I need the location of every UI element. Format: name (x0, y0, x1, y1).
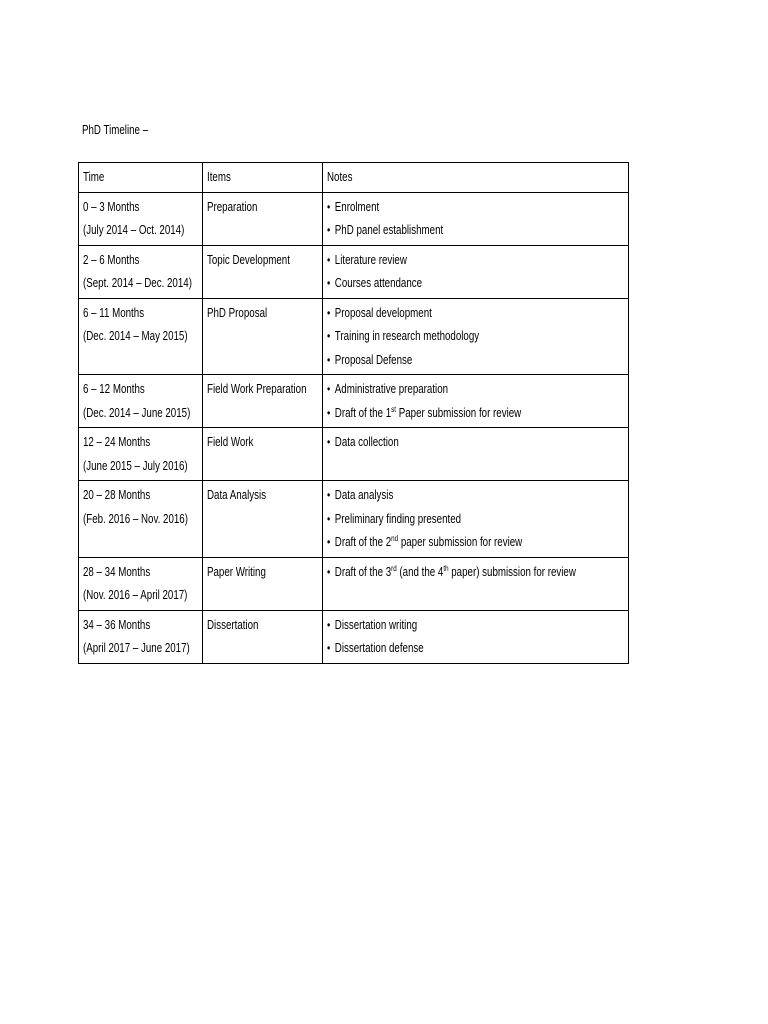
header-notes: Notes (323, 163, 629, 193)
time-period: (Feb. 2016 – Nov. 2016) (83, 511, 188, 526)
header-items: Items (203, 163, 323, 193)
time-cell (79, 375, 203, 428)
time-range: 0 – 3 Months (83, 199, 140, 214)
table-row (79, 557, 629, 610)
table-row (79, 245, 629, 298)
note-item: • Draft of the 1st Paper submission for review (327, 402, 562, 426)
note-item: • Training in research methodology (327, 325, 562, 349)
notes-cell (323, 375, 629, 428)
time-range: 12 – 24 Months (83, 435, 151, 449)
note-item: • Proposal development (327, 302, 562, 326)
time-period: (July 2014 – Oct. 2014) (83, 223, 185, 237)
table-row (79, 610, 629, 663)
note-item: • Dissertation writing (327, 614, 562, 638)
time-range: 2 – 6 Months (83, 252, 140, 267)
time-period: (June 2015 – July 2016) (83, 458, 188, 473)
time-period: (Sept. 2014 – Dec. 2014) (83, 276, 192, 290)
table-row (79, 375, 629, 428)
page-title: PhD Timeline – (82, 123, 149, 137)
note-item: • PhD panel establishment (327, 219, 562, 243)
time-cell (79, 557, 203, 610)
note-item: • Preliminary finding presented (327, 508, 562, 532)
item-label: Preparation (207, 199, 258, 214)
item-cell (203, 375, 323, 428)
time-range: 28 – 34 Months (83, 564, 151, 579)
time-period: (Nov. 2016 – April 2017) (83, 588, 188, 602)
time-cell (79, 245, 203, 298)
time-cell (79, 428, 203, 481)
time-cell (79, 192, 203, 245)
item-cell (203, 481, 323, 558)
time-period: (Dec. 2014 – June 2015) (83, 405, 191, 420)
note-item: • Dissertation defense (327, 637, 562, 661)
notes-cell (323, 298, 629, 375)
notes-cell (323, 428, 629, 481)
note-item: • Enrolment (327, 196, 562, 220)
table-row (79, 192, 629, 245)
item-cell (203, 610, 323, 663)
item-label: Field Work Preparation (207, 382, 307, 396)
note-item: • Draft of the 3rd (and the 4th paper) submission for review (327, 561, 562, 585)
item-label: PhD Proposal (207, 305, 268, 320)
item-cell (203, 557, 323, 610)
notes-cell (323, 481, 629, 558)
time-range: 6 – 12 Months (83, 382, 145, 396)
notes-cell (323, 245, 629, 298)
note-item: • Literature review (327, 249, 562, 273)
note-item: • Data analysis (327, 484, 562, 508)
notes-cell (323, 610, 629, 663)
table-row (79, 428, 629, 481)
time-period: (April 2017 – June 2017) (83, 641, 190, 655)
notes-cell (323, 557, 629, 610)
timeline-table (78, 162, 629, 664)
time-range: 34 – 36 Months (83, 617, 151, 632)
time-range: 20 – 28 Months (83, 488, 151, 502)
time-cell (79, 610, 203, 663)
note-item: • Data collection (327, 431, 562, 455)
item-label: Dissertation (207, 617, 259, 632)
time-period: (Dec. 2014 – May 2015) (83, 329, 188, 343)
note-item: • Draft of the 2nd paper submission for review (327, 531, 562, 555)
item-cell (203, 192, 323, 245)
item-label: Topic Development (207, 252, 290, 267)
time-range: 6 – 11 Months (83, 305, 145, 320)
table-header-row (79, 163, 629, 193)
item-label: Field Work (207, 435, 254, 449)
item-cell (203, 428, 323, 481)
item-label: Paper Writing (207, 564, 266, 579)
note-item: • Proposal Defense (327, 349, 562, 373)
header-time: Time (79, 163, 203, 193)
note-item: • Courses attendance (327, 272, 562, 296)
item-cell (203, 245, 323, 298)
note-item: • Administrative preparation (327, 378, 562, 402)
time-cell (79, 481, 203, 558)
item-cell (203, 298, 323, 375)
table-row (79, 298, 629, 375)
item-label: Data Analysis (207, 488, 267, 502)
table-row (79, 481, 629, 558)
notes-cell (323, 192, 629, 245)
time-cell (79, 298, 203, 375)
